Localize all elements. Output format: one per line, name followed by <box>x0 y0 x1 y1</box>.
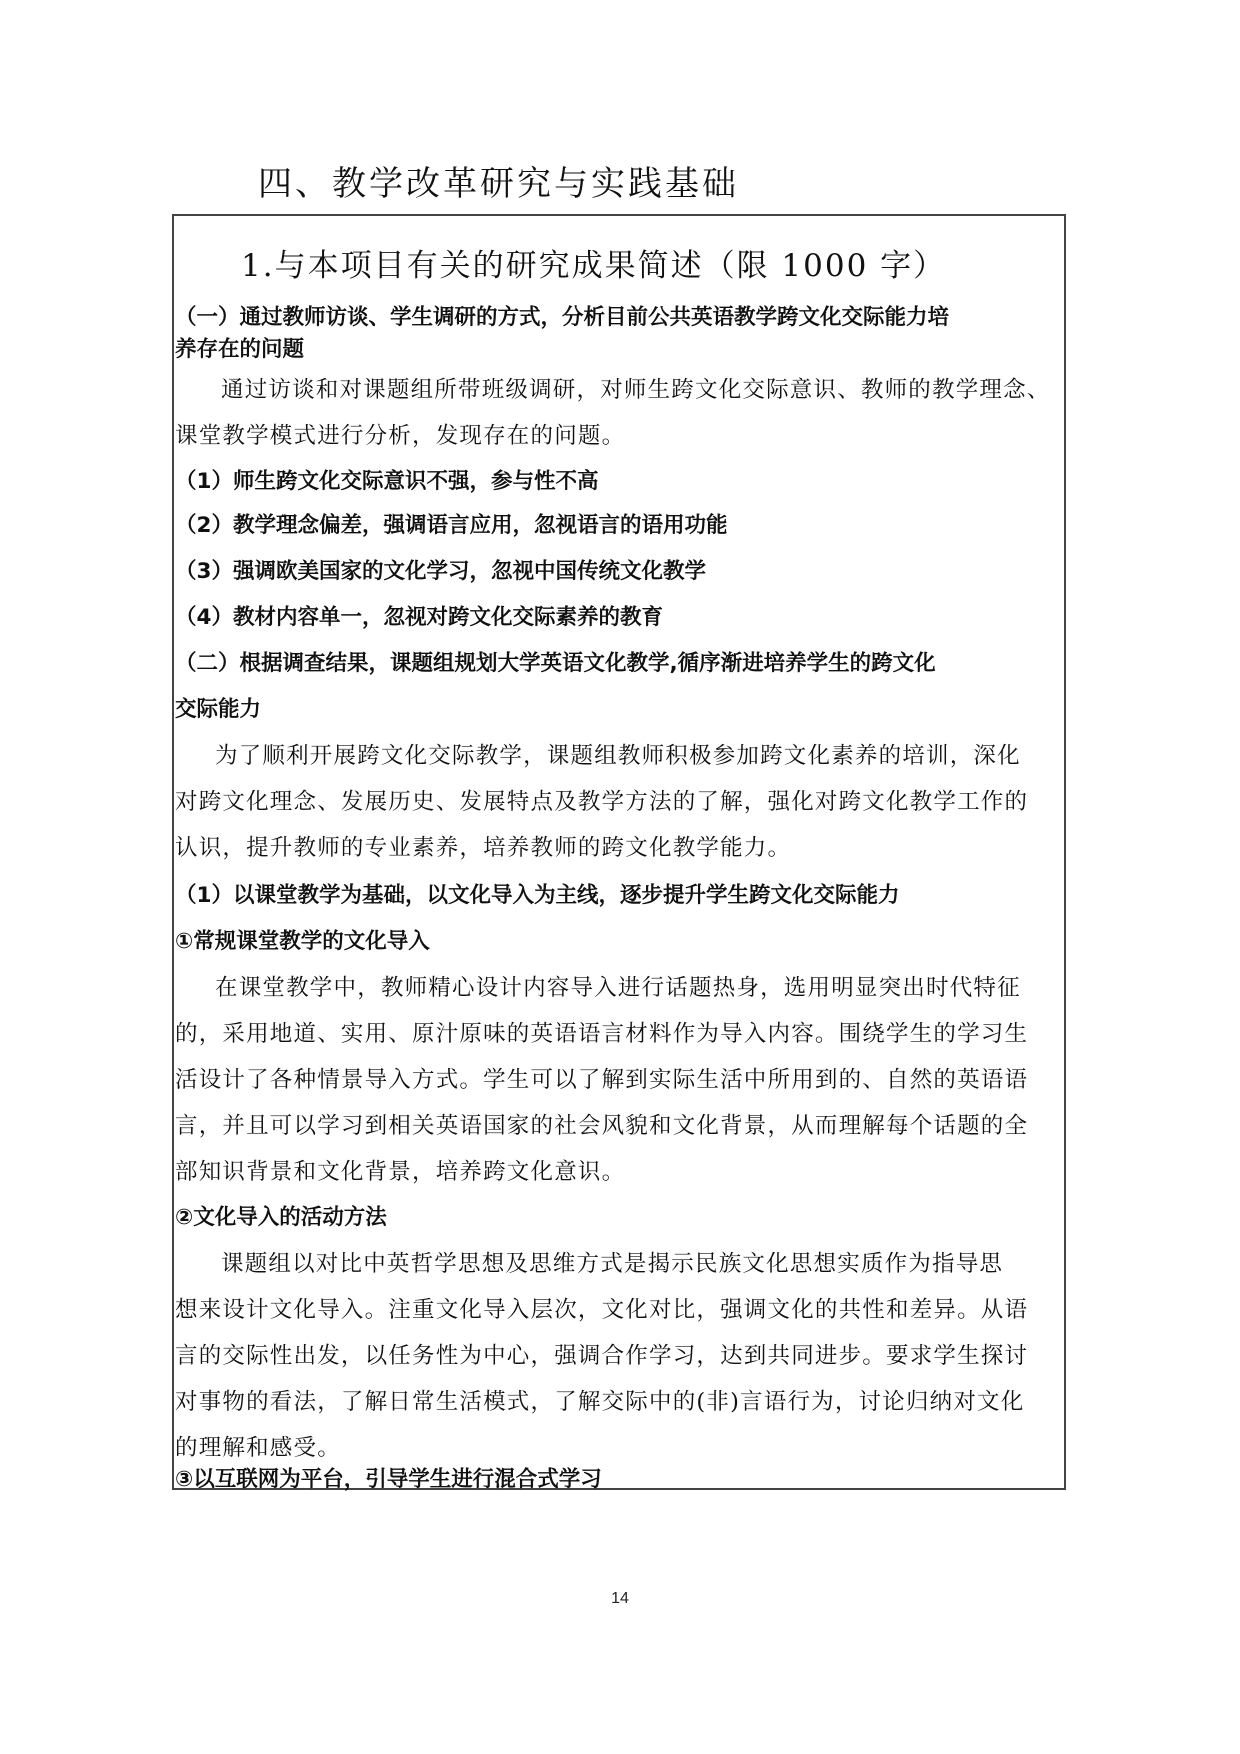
content-table <box>172 214 1066 1490</box>
measure-subitem-2: ②文化导入的活动方法 <box>175 1205 387 1230</box>
paragraph-2-line-2: 对跨文化理念、发展历史、发展特点及教学方法的了解，强化对跨文化教学工作的 <box>175 789 1029 815</box>
paragraph-4-line-5: 的理解和感受。 <box>175 1435 341 1461</box>
paragraph-3-line-1: 在课堂教学中，教师精心设计内容导入进行话题热身，选用明显突出时代特征 <box>215 975 1021 1001</box>
problem-item-2: （2）教学理念偏差，强调语言应用，忽视语言的语用功能 <box>175 513 728 538</box>
heading-part-1-line-1: （一）通过教师访谈、学生调研的方式，分析目前公共英语教学跨文化交际能力培 <box>175 305 950 330</box>
paragraph-4-line-2: 想来设计文化导入。注重文化导入层次，文化对比，强调文化的共性和差异。从语 <box>175 1297 1029 1323</box>
paragraph-3-line-3: 活设计了各种情景导入方式。学生可以了解到实际生活中所用到的、自然的英语语 <box>175 1067 1029 1093</box>
heading-part-2-line-2: 交际能力 <box>175 697 262 722</box>
paragraph-1-line-1: 通过访谈和对课题组所带班级调研，对师生跨文化交际意识、教师的教学理念、 <box>221 377 1051 403</box>
paragraph-1-line-2: 课堂教学模式进行分析，发现存在的问题。 <box>175 423 626 449</box>
section-title: 四、教学改革研究与实践基础 <box>258 164 739 204</box>
paragraph-4-line-1: 课题组以对比中英哲学思想及思维方式是揭示民族文化思想实质作为指导思 <box>221 1251 1004 1277</box>
paragraph-2-line-3: 认识，提升教师的专业素养，培养教师的跨文化教学能力。 <box>175 835 792 861</box>
heading-part-1-line-2: 养存在的问题 <box>175 337 305 362</box>
problem-item-4: （4）教材内容单一，忽视对跨文化交际素养的教育 <box>175 605 663 630</box>
heading-part-2-line-1: （二）根据调查结果，课题组规划大学英语文化教学,循序渐进培养学生的跨文化 <box>175 651 936 676</box>
paragraph-3-line-5: 部知识背景和文化背景，培养跨文化意识。 <box>175 1159 626 1185</box>
measure-item-1: （1）以课堂教学为基础，以文化导入为主线，逐步提升学生跨文化交际能力 <box>175 883 900 908</box>
paragraph-3-line-4: 言，并且可以学习到相关英语国家的社会风貌和文化背景，从而理解每个话题的全 <box>175 1113 1029 1139</box>
problem-item-3: （3）强调欧美国家的文化学习，忽视中国传统文化教学 <box>175 559 706 584</box>
paragraph-4-line-4: 对事物的看法，了解日常生活模式，了解交际中的(非)言语行为，讨论归纳对文化 <box>175 1389 1025 1415</box>
paragraph-2-line-1: 为了顺利开展跨文化交际教学，课题组教师积极参加跨文化素养的培训，深化 <box>215 743 1021 769</box>
content-cell <box>175 216 1062 1492</box>
measure-subitem-1: ①常规课堂教学的文化导入 <box>175 929 430 954</box>
measure-subitem-3: ③以互联网为平台，引导学生进行混合式学习 <box>175 1467 602 1492</box>
paragraph-4-line-3: 言的交际性出发，以任务性为中心，强调合作学习，达到共同进步。要求学生探讨 <box>175 1343 1029 1369</box>
page-number: 14 <box>611 1590 629 1607</box>
subsection-title: 1.与本项目有关的研究成果简述（限 1000 字） <box>241 248 947 284</box>
paragraph-3-line-2: 的，采用地道、实用、原汁原味的英语语言材料作为导入内容。围绕学生的学习生 <box>175 1021 1029 1047</box>
problem-item-1: （1）师生跨文化交际意识不强，参与性不高 <box>175 469 599 494</box>
